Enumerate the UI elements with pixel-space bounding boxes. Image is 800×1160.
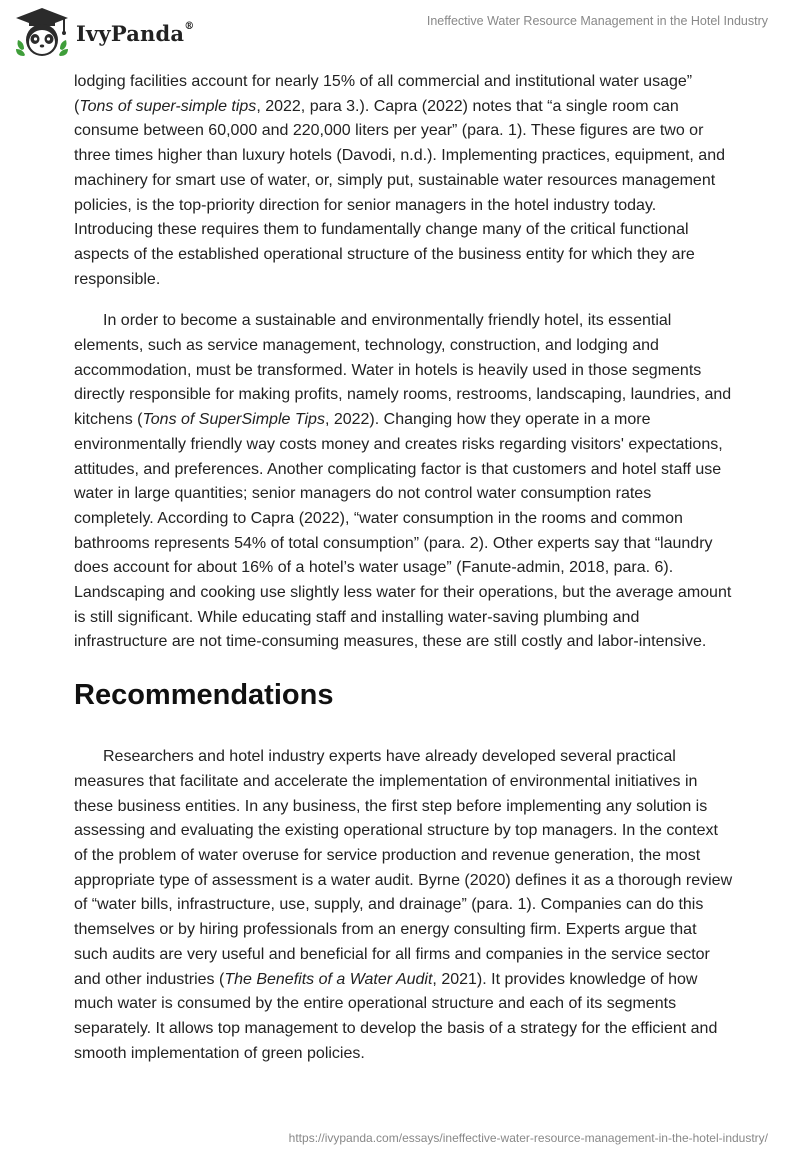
paragraph [74, 745, 734, 1066]
text-run: , 2021). It provides knowledge of how much water is consumed by the entire operational structure and each of its segments separately. It allows top management to develop the basis of a strategy for the efficient and smooth implementation of green policies. [74, 970, 718, 1062]
paragraph [74, 70, 734, 292]
registered-mark: ® [184, 20, 195, 32]
page-header [0, 0, 800, 66]
brand-name: IvyPanda® [76, 20, 195, 46]
text-run: lodging facilities account for nearly 15% of all commercial and institutional water usage” ( [74, 73, 693, 115]
document-title: Ineffective Water Resource Management in the Hotel Industry [426, 14, 768, 28]
brand-logo[interactable] [14, 6, 194, 60]
citation-title: The Benefits of a Water Audit [224, 970, 433, 988]
text-run: Researchers and hotel industry experts have already developed several practical measures that facilitate and accelerate the implementation of environmental initiatives in these business entities. In any business, the first step before implementing any solution is assessing and evaluating the existing operational structure by top managers. In the context of the problem of water overuse for service production and revenue generation, the most appropriate type of assessment is a water audit. Byrne (2020) defines it as a thorough review of “water bills, infrastructure, use, supply, and drainage” (para. 1). Companies can do this themselves or by hiring professionals from an energy consulting firm. Experts argue that such audits are very useful and beneficial for all firms and companies in the service sector and other industries ( [74, 748, 733, 988]
essay-body [74, 70, 734, 1066]
citation-title: Tons of super-simple tips [79, 97, 257, 115]
text-run: In order to become a sustainable and environmentally friendly hotel, its essential elements, such as service management, technology, construction, and lodging and accommodation, must be transformed. Water in hotels is heavily used in those segments directly responsible for making profits, namely rooms, restrooms, landscaping, laundries, and kitchens ( [74, 312, 732, 429]
source-url[interactable]: https://ivypanda.com/essays/ineffective-water-resource-management-in-the-hotel-industry/ [288, 1131, 768, 1145]
text-run: , 2022, para 3.). Capra (2022) notes that “a single room can consume between 60,000 and 220,000 liters per year” (para. 1). These figures are two or three times higher than luxury hotels (Davodi, n.d.). Implementing practices, equipment, and machinery for smart use of water, or, simply put, sustainable water resources management policies, is the top-priority direction for senior managers in the hotel industry today. Introducing these requires them to fundamentally change many of the critical functional aspects of the established operational structure of the business entity for which they are responsible. [74, 97, 725, 288]
citation-title: Tons of SuperSimple Tips [142, 411, 325, 429]
paragraph [74, 309, 734, 655]
section-heading: Recommendations [74, 679, 334, 712]
text-run: , 2022). Changing how they operate in a more environmentally friendly way costs money and creates risks regarding visitors' expectations, attitudes, and preferences. Another complicating factor is that customers and hotel staff use water in large quantities; senior managers do not control water consumption rates completely. According to Capra (2022), “water consumption in the rooms and common bathrooms represents 54% of total consumption” (para. 2). Other experts say that “laundry does account for about 16% of a hotel’s water usage” (Fanute-admin, 2018, para. 6). Landscaping and cooking use slightly less water for their operations, but the average amount is still significant. While educating staff and installing water-saving plumbing and infrastructure are not time-consuming measures, these are still costly and labor-intensive. [74, 411, 732, 651]
panda-graduate-icon [14, 6, 70, 60]
